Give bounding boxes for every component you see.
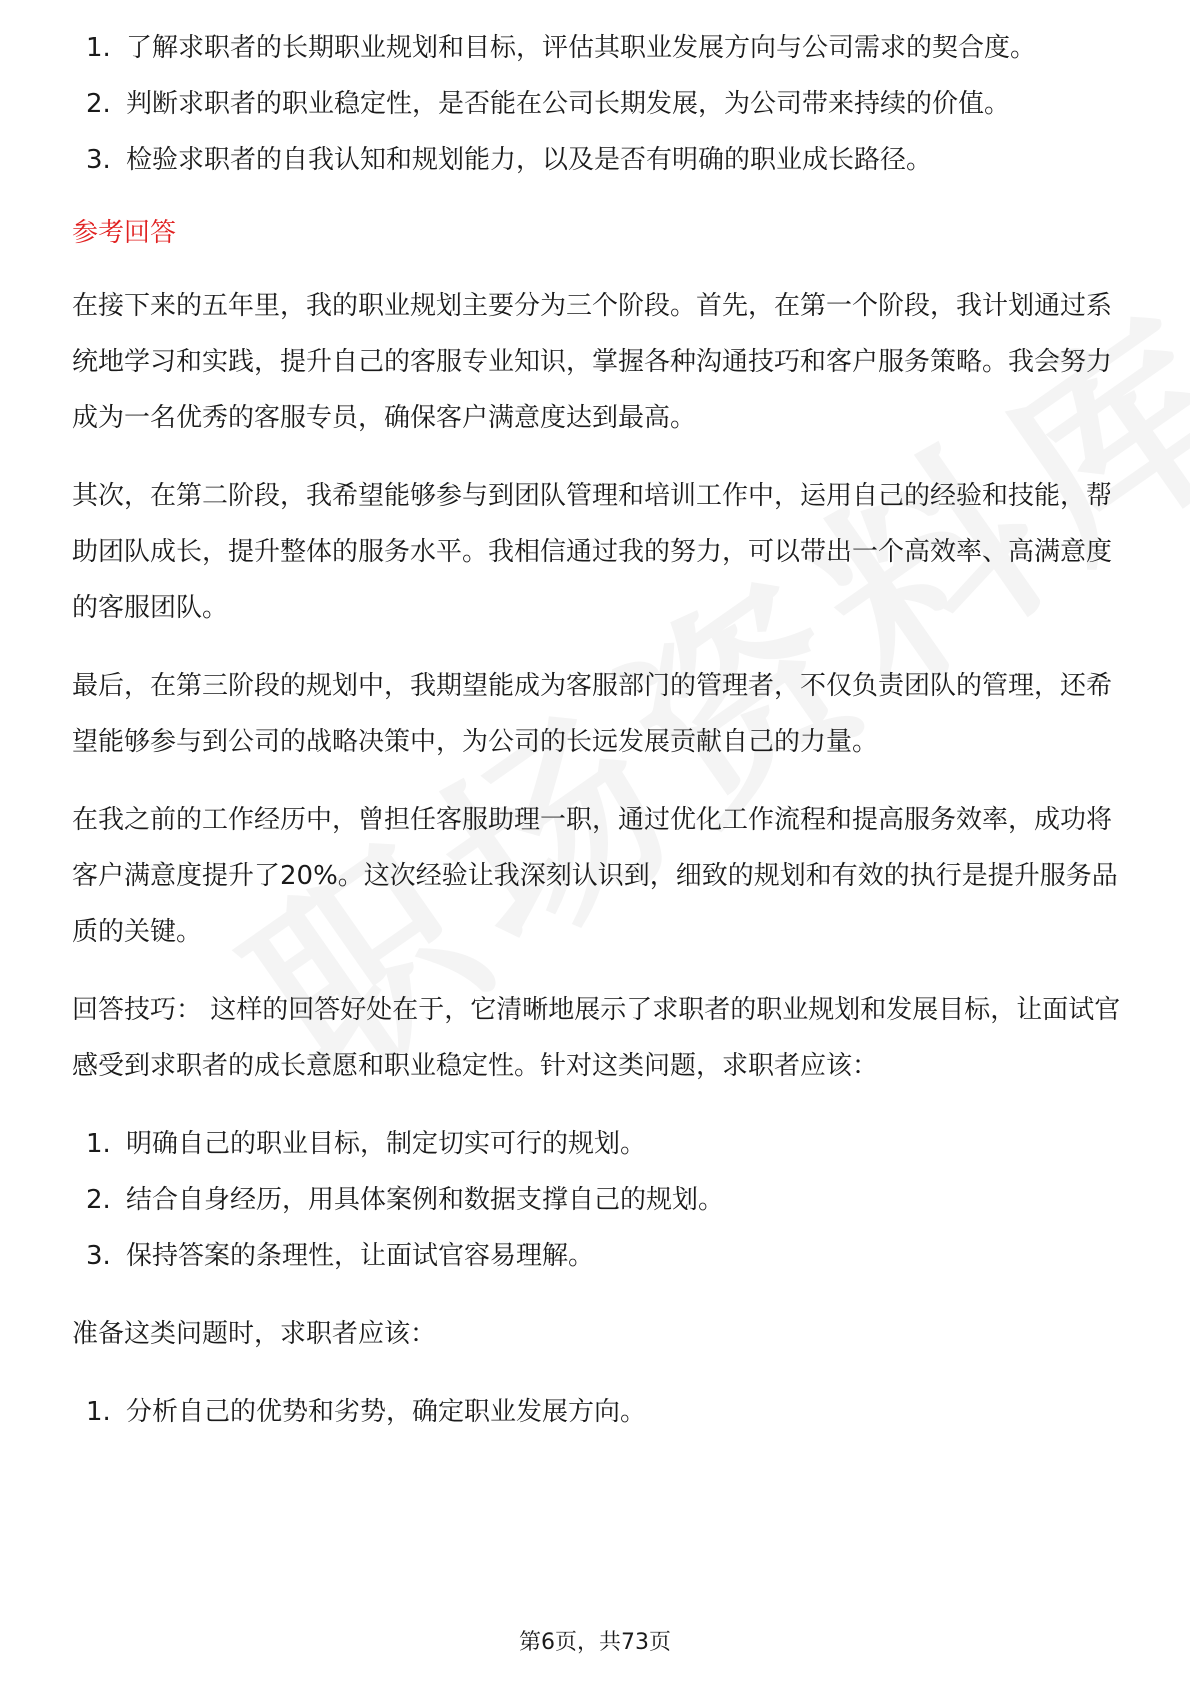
list-number: 1. xyxy=(86,33,111,63)
list-number: 3. xyxy=(86,1241,111,1271)
list-number: 3. xyxy=(86,145,111,175)
list-number: 2. xyxy=(86,89,111,119)
prepare-intro: 准备这类问题时，求职者应该： xyxy=(72,1319,437,1349)
list-text: 判断求职者的职业稳定性，是否能在公司长期发展，为公司带来持续的价值。 xyxy=(126,89,1011,119)
answer-paragraph: 在我之前的工作经历中，曾担任客服助理一职，通过优化工作流程和提高服务效率，成功将客户满意度提升了20%。这次经验让我深刻认识到，细致的规划和有效的执行是提升服务品质的关键。 xyxy=(72,805,1118,947)
list-number: 1. xyxy=(86,1397,111,1427)
list-item xyxy=(72,1228,1122,1284)
tips-paragraph: 回答技巧： 这样的回答好处在于，它清晰地展示了求职者的职业规划和发展目标，让面试官感受到求职者的成长意愿和职业稳定性。针对这类问题，求职者应该： xyxy=(72,995,1121,1081)
list-text: 了解求职者的长期职业规划和目标，评估其职业发展方向与公司需求的契合度。 xyxy=(126,33,1037,63)
list-item xyxy=(72,132,1122,188)
objective-list xyxy=(72,33,1122,206)
answer-paragraph: 在接下来的五年里，我的职业规划主要分为三个阶段。首先，在第一个阶段，我计划通过系统地学习和实践，提升自己的客服专业知识，掌握各种沟通技巧和客户服务策略。我会努力成为一名优秀的客服专员，确保客户满意度达到最高。 xyxy=(72,291,1113,433)
list-number: 1. xyxy=(86,1129,111,1159)
list-item xyxy=(72,1172,1122,1228)
list-number: 2. xyxy=(86,1185,111,1215)
section-title: 参考回答 xyxy=(72,218,177,248)
list-text: 分析自己的优势和劣势，确定职业发展方向。 xyxy=(126,1397,647,1427)
list-text: 保持答案的条理性，让面试官容易理解。 xyxy=(126,1241,595,1271)
list-text: 明确自己的职业目标，制定切实可行的规划。 xyxy=(126,1129,647,1159)
list-item xyxy=(72,76,1122,132)
list-text: 结合自身经历，用具体案例和数据支撑自己的规划。 xyxy=(126,1185,725,1215)
page-content xyxy=(72,33,1122,1440)
list-item xyxy=(72,1384,1122,1440)
list-item xyxy=(72,20,1122,76)
page-footer: 第6页，共73页 xyxy=(519,1630,671,1655)
answer-paragraph: 最后，在第三阶段的规划中，我期望能成为客服部门的管理者，不仅负责团队的管理，还希望能够参与到公司的战略决策中，为公司的长远发展贡献自己的力量。 xyxy=(72,671,1113,757)
answer-paragraph: 其次，在第二阶段，我希望能够参与到团队管理和培训工作中，运用自己的经验和技能，帮助团队成长，提升整体的服务水平。我相信通过我的努力，可以带出一个高效率、高满意度的客服团队。 xyxy=(72,481,1113,623)
list-text: 检验求职者的自我认知和规划能力，以及是否有明确的职业成长路径。 xyxy=(126,145,933,175)
list-item xyxy=(72,1116,1122,1172)
prepare-list xyxy=(72,1384,1122,1440)
tips-list xyxy=(72,1116,1122,1284)
